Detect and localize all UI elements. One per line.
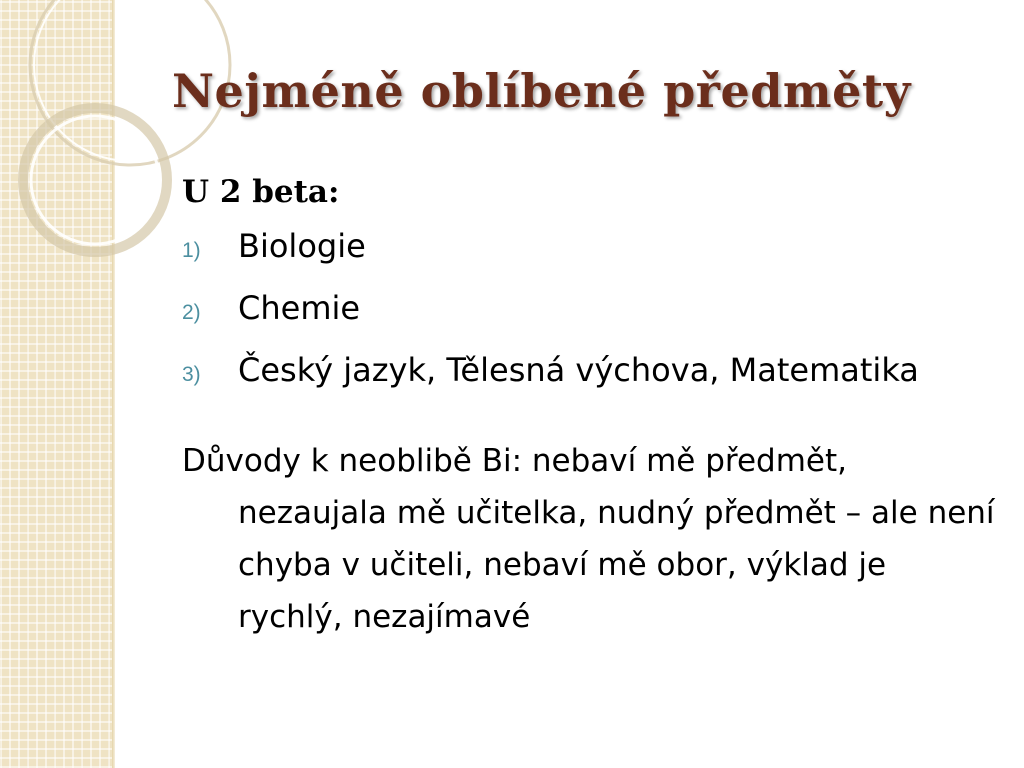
decorative-plaid-strip <box>0 0 112 768</box>
list-number: 2) <box>182 301 201 325</box>
list-item-text: Biologie <box>238 227 366 266</box>
list-item <box>182 351 1002 399</box>
list-item <box>182 227 1002 275</box>
slide-content <box>182 174 1002 643</box>
list-number: 3) <box>182 363 201 387</box>
list-item <box>182 289 1002 337</box>
reasons-paragraph: Důvody k neoblibě Bi: nebaví mě předmět, nezaujala mě učitelka, nudný předmět – ale není chyba v učiteli, nebaví mě obor, výklad je rychlý, nezajímavé <box>182 443 995 636</box>
slide-title: Nejméně oblíbené předměty <box>172 64 911 118</box>
strip-edge-divider <box>112 0 115 768</box>
subject-list <box>182 227 1002 399</box>
class-subheading: U 2 beta: <box>182 174 340 210</box>
list-item-text: Český jazyk, Tělesná výchova, Matematika <box>238 351 919 390</box>
list-item-text: Chemie <box>238 289 361 328</box>
list-number: 1) <box>182 239 201 263</box>
